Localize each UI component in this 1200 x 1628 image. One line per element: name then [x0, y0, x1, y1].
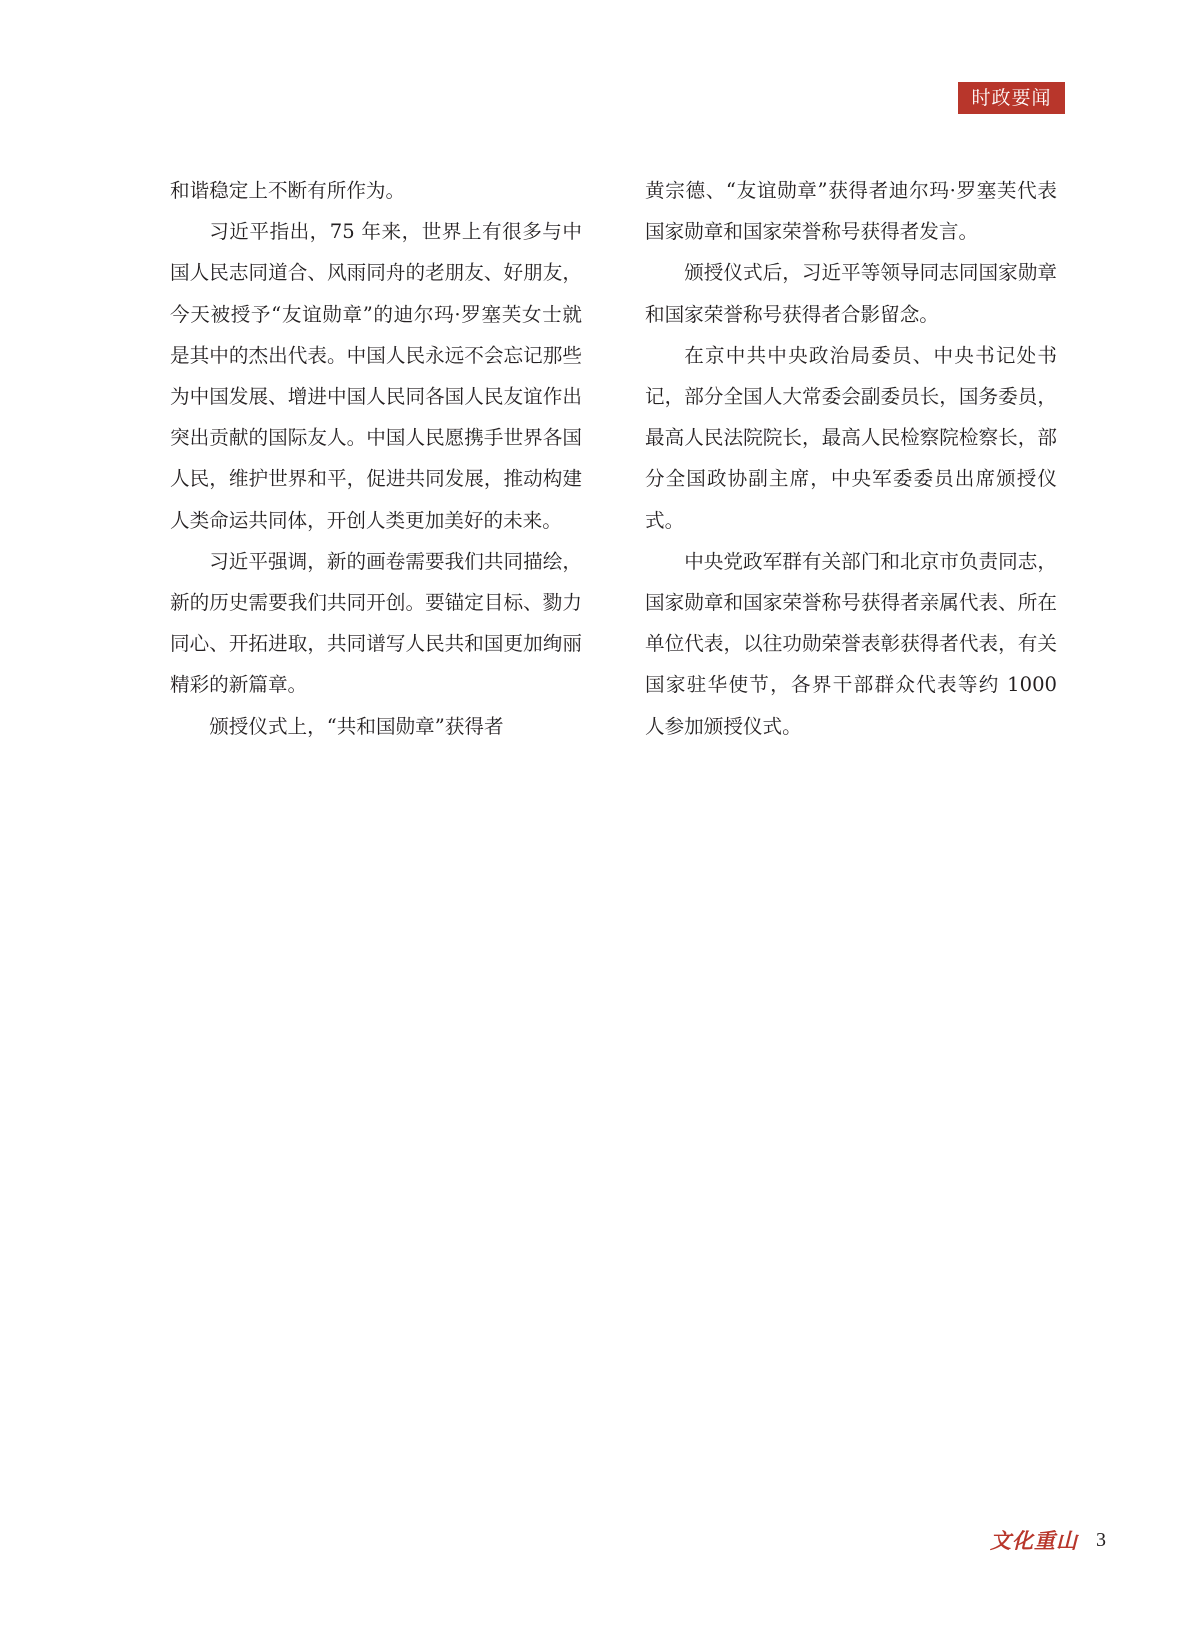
right-column — [645, 170, 1057, 747]
brand-logo: 文化重山 — [990, 1528, 1078, 1553]
paragraph: 习近平指出，75 年来，世界上有很多与中国人民志同道合、风雨同舟的老朋友、好朋友，今天被授予“友谊勋章”的迪尔玛·罗塞芙女士就是其中的杰出代表。中国人民永远不会忘记那些为中国发展、增进中国人民同各国人民友谊作出突出贡献的国际友人。中国人民愿携手世界各国人民，维护世界和平，促进共同发展，推动构建人类命运共同体，开创人类更加美好的未来。 — [170, 220, 582, 532]
page-footer — [990, 1525, 1106, 1555]
paragraph: 在京中共中央政治局委员、中央书记处书记，部分全国人大常委会副委员长，国务委员，最高人民法院院长，最高人民检察院检察长，部分全国政协副主席，中央军委委员出席颁授仪式。 — [645, 343, 1057, 532]
paragraph: 和谐稳定上不断有所作为。 — [170, 179, 406, 202]
paragraph: 黄宗德、“友谊勋章”获得者迪尔玛·罗塞芙代表国家勋章和国家荣誉称号获得者发言。 — [645, 179, 1057, 244]
paragraph: 习近平强调，新的画卷需要我们共同描绘，新的历史需要我们共同开创。要锚定目标、勠力同心、开拓进取，共同谱写人民共和国更加绚丽精彩的新篇章。 — [170, 549, 582, 697]
page-number: 3 — [1096, 1528, 1106, 1551]
paragraph: 颁授仪式上，“共和国勋章”获得者 — [209, 714, 504, 738]
left-column — [170, 170, 582, 747]
section-tag: 时政要闻 — [958, 82, 1065, 114]
paragraph: 颁授仪式后，习近平等领导同志同国家勋章和国家荣誉称号获得者合影留念。 — [645, 261, 1057, 326]
paragraph: 中央党政军群有关部门和北京市负责同志，国家勋章和国家荣誉称号获得者亲属代表、所在单位代表，以往功勋荣誉表彰获得者代表，有关国家驻华使节，各界干部群众代表等约 1000 人参加颁授仪式。 — [645, 549, 1057, 738]
